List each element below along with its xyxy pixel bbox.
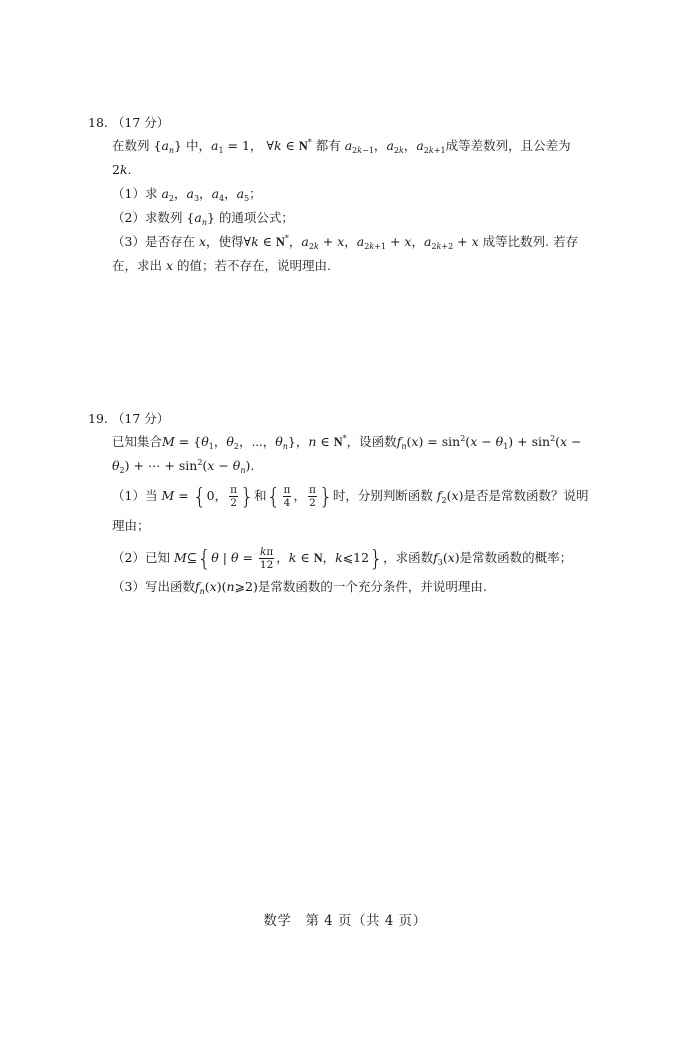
problem-18-stem-cont: 2k. (112, 162, 132, 177)
fraction-pi-over-2: $\frac{\pi}{2}$ (230, 484, 238, 509)
problem-18-stem: 在数列 $\{a_n\}$ 中，$a_1 = 1$， ∀k ∈ N* 都有 $a_{2k-1}$，$a_{2k}$，$a_{2k+1}$成等差数列，且公差为 (112, 138, 571, 155)
problem-18-number: 18. （17 分） (88, 115, 170, 130)
problem-18-q3-cont: 在，求出 x 的值；若不存在，说明理由. (112, 258, 332, 273)
problem-18-points: （17 分） (111, 115, 170, 130)
fraction-pi-over-4: $\frac{\pi}{4}$ (283, 484, 291, 509)
problem-19-number: 19. （17 分） (88, 411, 170, 426)
problem-18-q1: （1）求 $a_2$，$a_3$，$a_4$，$a_5$； (112, 186, 262, 203)
problem-19-q3: （3）写出函数$f_n(x)(n⩾2)$是常数函数的一个充分条件，并说明理由. (112, 579, 487, 596)
problem-19-stem-cont: $\theta_2$) + ⋯ + $\sin^2(x - \theta_n)$. (112, 458, 255, 475)
problem-19-q2: （2）已知 M⊆{θ | θ = $\frac{k\pi}{12}$ ，k ∈ N，k⩽12}，求函数$f_3(x)$是常数函数的概率； (112, 546, 573, 572)
problem-19-points: （17 分） (111, 411, 170, 426)
problem-18-q3: （3）是否存在 x，使得∀k ∈ N*，$a_{2k} + x$，$a_{2k+1} + x$，$a_{2k+2} + x$ 成等比数列. 若存 (112, 234, 579, 251)
problem-18-q2: （2）求数列 $\{a_n\}$ 的通项公式； (112, 210, 294, 227)
problem-19-stem: 已知集合$M = \{\theta_1$，$\theta_2$，⋯，$\theta_n$}，n ∈ N*，设函数$f_n(x) = \sin^2(x - \theta_1) + \sin^2(x$ − (112, 434, 582, 451)
page-footer: 数学 第 4 页（共 4 页） (263, 913, 427, 929)
fraction-pi-over-2-b: $\frac{\pi}{2}$ (308, 484, 316, 509)
problem-19-q1: （1）当 M = {0， $\frac{\pi}{2}$ }和{ $\frac{\pi}{4}$ ， $\frac{\pi}{2}$ }时，分别判断函数 $f_2(x)$是否是常数函数？说明 (112, 484, 589, 510)
fraction-k-pi-over-12: $\frac{k\pi}{12}$ (259, 546, 274, 571)
problem-19-q1-cont: 理由； (112, 518, 150, 533)
